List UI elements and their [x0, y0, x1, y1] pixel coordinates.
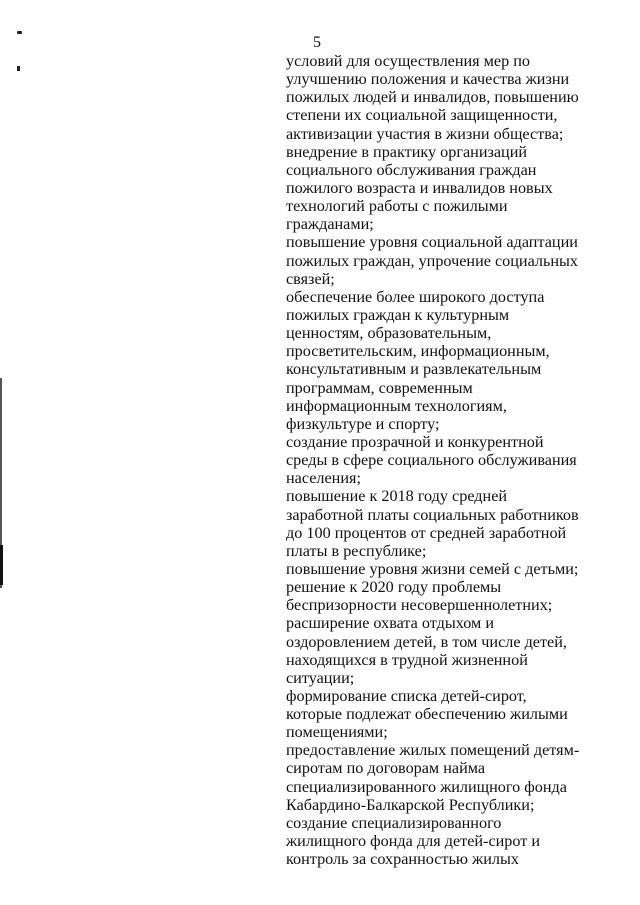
text-line: консультативным и развлекательным: [286, 360, 542, 379]
text-line: обеспечение более широкого доступа: [286, 287, 545, 306]
text-line: пожилых граждан к культурным: [286, 305, 510, 324]
text-line: ситуации;: [286, 668, 355, 687]
text-line: заработной платы социальных работников: [286, 505, 579, 524]
text-line: решение к 2020 году проблемы: [286, 578, 502, 597]
text-line: программам, современным: [286, 378, 473, 397]
page-number: 5: [313, 34, 321, 51]
text-line: информационным технологиям,: [286, 396, 507, 415]
scan-mark-top: [17, 31, 22, 34]
text-line: степени их социальной защищенности,: [286, 106, 558, 125]
text-line: создание специализированного: [286, 813, 502, 832]
text-line: населения;: [286, 469, 361, 488]
document-body: [286, 52, 586, 868]
text-line: предоставление жилых помещений детям-: [286, 741, 580, 760]
text-line: жилищного фонда для детей-сирот и: [286, 832, 541, 851]
text-line: активизации участия в жизни общества;: [286, 124, 564, 143]
text-line: гражданами;: [286, 215, 374, 234]
text-line: социального обслуживания граждан: [286, 160, 537, 179]
text-line: условий для осуществления мер по: [286, 52, 530, 70]
text-line: помещениями;: [286, 723, 388, 742]
text-line: повышение уровня социальной адаптации: [286, 233, 578, 252]
text-line: просветительским, информационным,: [286, 342, 550, 361]
text-line: физкультуре и спорту;: [286, 414, 440, 433]
text-line: повышение уровня жизни семей с детьми;: [286, 559, 579, 578]
text-line: пожилых людей и инвалидов, повышению: [286, 88, 579, 107]
text-line: среды в сфере социального обслуживания: [286, 451, 577, 470]
text-line: пожилых граждан, упрочение социальных: [286, 251, 579, 270]
text-line: до 100 процентов от средней заработной: [286, 523, 567, 542]
text-line: ценностям, образовательным,: [286, 324, 492, 343]
text-line: сиротам по договорам найма: [286, 759, 486, 778]
text-line: технологий работы с пожилыми: [286, 197, 508, 216]
binding-edge-dark: [0, 545, 3, 585]
scan-mark-lower: [17, 66, 20, 71]
text-line: специализированного жилищного фонда: [286, 777, 567, 796]
text-line: связей;: [286, 269, 335, 288]
text-line: расширение охвата отдыхом и: [286, 614, 494, 633]
text-line: платы в республике;: [286, 541, 427, 560]
text-line: повышение к 2018 году средней: [286, 487, 508, 506]
text-line: которые подлежат обеспечению жилыми: [286, 705, 568, 724]
text-line: внедрение в практику организаций: [286, 142, 528, 161]
text-line: создание прозрачной и конкурентной: [286, 432, 544, 451]
text-line: формирование списка детей-сирот,: [286, 686, 527, 705]
text-line: беспризорности несовершеннолетних;: [286, 596, 553, 615]
text-line: оздоровлением детей, в том числе детей,: [286, 632, 567, 651]
text-line: находящихся в трудной жизненной: [286, 650, 528, 669]
text-line: улучшению положения и качества жизни: [286, 70, 570, 89]
text-line: контроль за сохранностью жилых: [286, 850, 519, 869]
text-line: пожилого возраста и инвалидов новых: [286, 178, 553, 197]
text-line: Кабардино-Балкарской Республики;: [286, 795, 535, 814]
